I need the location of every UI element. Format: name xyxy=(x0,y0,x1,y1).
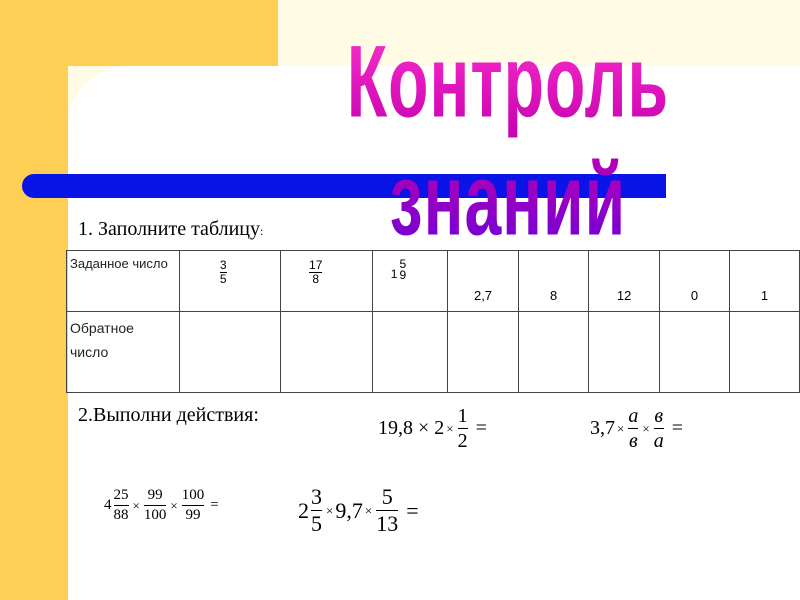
row1-header: Заданное число xyxy=(67,251,180,312)
expression-4 xyxy=(298,484,419,537)
numerator: 5 xyxy=(381,484,393,509)
cell-value-1 xyxy=(729,251,799,312)
fraction xyxy=(628,404,638,453)
denominator: 9 xyxy=(399,268,407,282)
answer-cell[interactable] xyxy=(179,312,280,393)
equals-sign: = xyxy=(475,417,487,439)
value: 12 xyxy=(616,288,632,303)
whole-part: 1 xyxy=(390,267,398,281)
mixed-number xyxy=(391,259,406,281)
numerator: 5 xyxy=(399,257,407,271)
equals-sign: = xyxy=(671,417,683,439)
numerator: 1 xyxy=(457,405,468,427)
expr-text: 3,7 xyxy=(590,417,615,439)
fraction xyxy=(144,486,167,525)
denominator: 8 xyxy=(312,272,320,286)
task2-heading: 2.Выполни действия: xyxy=(78,404,259,426)
numerator: 25 xyxy=(113,487,129,503)
expression-1 xyxy=(378,404,487,453)
cell-value-8 xyxy=(519,251,589,312)
times-sign: × xyxy=(170,497,178,513)
value: 8 xyxy=(550,288,558,303)
whole-part: 4 xyxy=(104,497,112,513)
numerator: в xyxy=(654,405,664,427)
answer-cell[interactable] xyxy=(372,312,447,393)
expression-3 xyxy=(104,486,219,525)
answer-cell[interactable] xyxy=(519,312,589,393)
denominator: 5 xyxy=(311,511,322,536)
fraction xyxy=(311,484,322,537)
fraction-part xyxy=(399,259,406,281)
numerator: 100 xyxy=(181,487,205,503)
numerator: a xyxy=(628,405,639,427)
times-sign: × xyxy=(446,420,454,436)
task1-heading xyxy=(78,218,263,241)
fraction xyxy=(654,404,664,453)
denominator: 99 xyxy=(185,507,201,523)
denominator: 100 xyxy=(143,507,167,523)
times-sign: × xyxy=(617,420,625,436)
cell-value-0 xyxy=(660,251,730,312)
denominator: 5 xyxy=(219,272,227,286)
value: 0 xyxy=(690,288,699,303)
slide-title: Контроль знаний xyxy=(258,22,758,258)
denominator: в xyxy=(629,430,638,452)
fraction xyxy=(458,404,468,453)
task1-label: 1. Заполните таблицу xyxy=(78,218,261,240)
answer-cell[interactable] xyxy=(281,312,373,393)
equals-sign: = xyxy=(406,497,419,523)
value: 2,7 xyxy=(473,288,493,303)
numerator: 99 xyxy=(147,487,163,503)
fraction xyxy=(114,486,129,525)
denominator: 2 xyxy=(457,430,468,452)
expr-text: 9,7 xyxy=(335,497,363,523)
cell-value-12 xyxy=(589,251,660,312)
cell-value-2-7 xyxy=(447,251,518,312)
fraction xyxy=(182,486,205,525)
answer-cell[interactable] xyxy=(660,312,730,393)
accent-left xyxy=(0,0,68,600)
cell-mixed-1-5-9 xyxy=(372,251,447,312)
numerator: 17 xyxy=(309,258,323,272)
task1-colon: : xyxy=(260,224,264,238)
row2-header: Обратное число xyxy=(67,312,180,393)
fraction xyxy=(220,259,227,286)
denominator: 88 xyxy=(113,507,129,523)
equals-sign: = xyxy=(210,497,219,513)
fraction xyxy=(309,259,322,286)
answer-cell[interactable] xyxy=(729,312,799,393)
times-sign: × xyxy=(642,420,650,436)
cell-frac-3-5 xyxy=(179,251,280,312)
answer-cell[interactable] xyxy=(589,312,660,393)
denominator: 13 xyxy=(376,511,399,536)
times-sign: × xyxy=(364,502,373,518)
accent-top xyxy=(0,0,278,66)
denominator: a xyxy=(653,430,664,452)
expression-2 xyxy=(590,404,683,453)
table-row-given xyxy=(67,251,800,312)
answer-cell[interactable] xyxy=(447,312,518,393)
numerator: 3 xyxy=(219,258,227,272)
value: 1 xyxy=(760,288,769,303)
whole-part: 2 xyxy=(298,497,309,523)
times-sign: × xyxy=(132,497,140,513)
cell-frac-17-8 xyxy=(281,251,373,312)
table-row-reciprocal xyxy=(67,312,800,393)
times-sign: × xyxy=(326,502,334,518)
numerator: 3 xyxy=(311,484,322,509)
expr-text: 19,8 × 2 xyxy=(378,417,445,439)
fraction xyxy=(376,484,398,537)
reciprocal-table xyxy=(66,250,800,393)
